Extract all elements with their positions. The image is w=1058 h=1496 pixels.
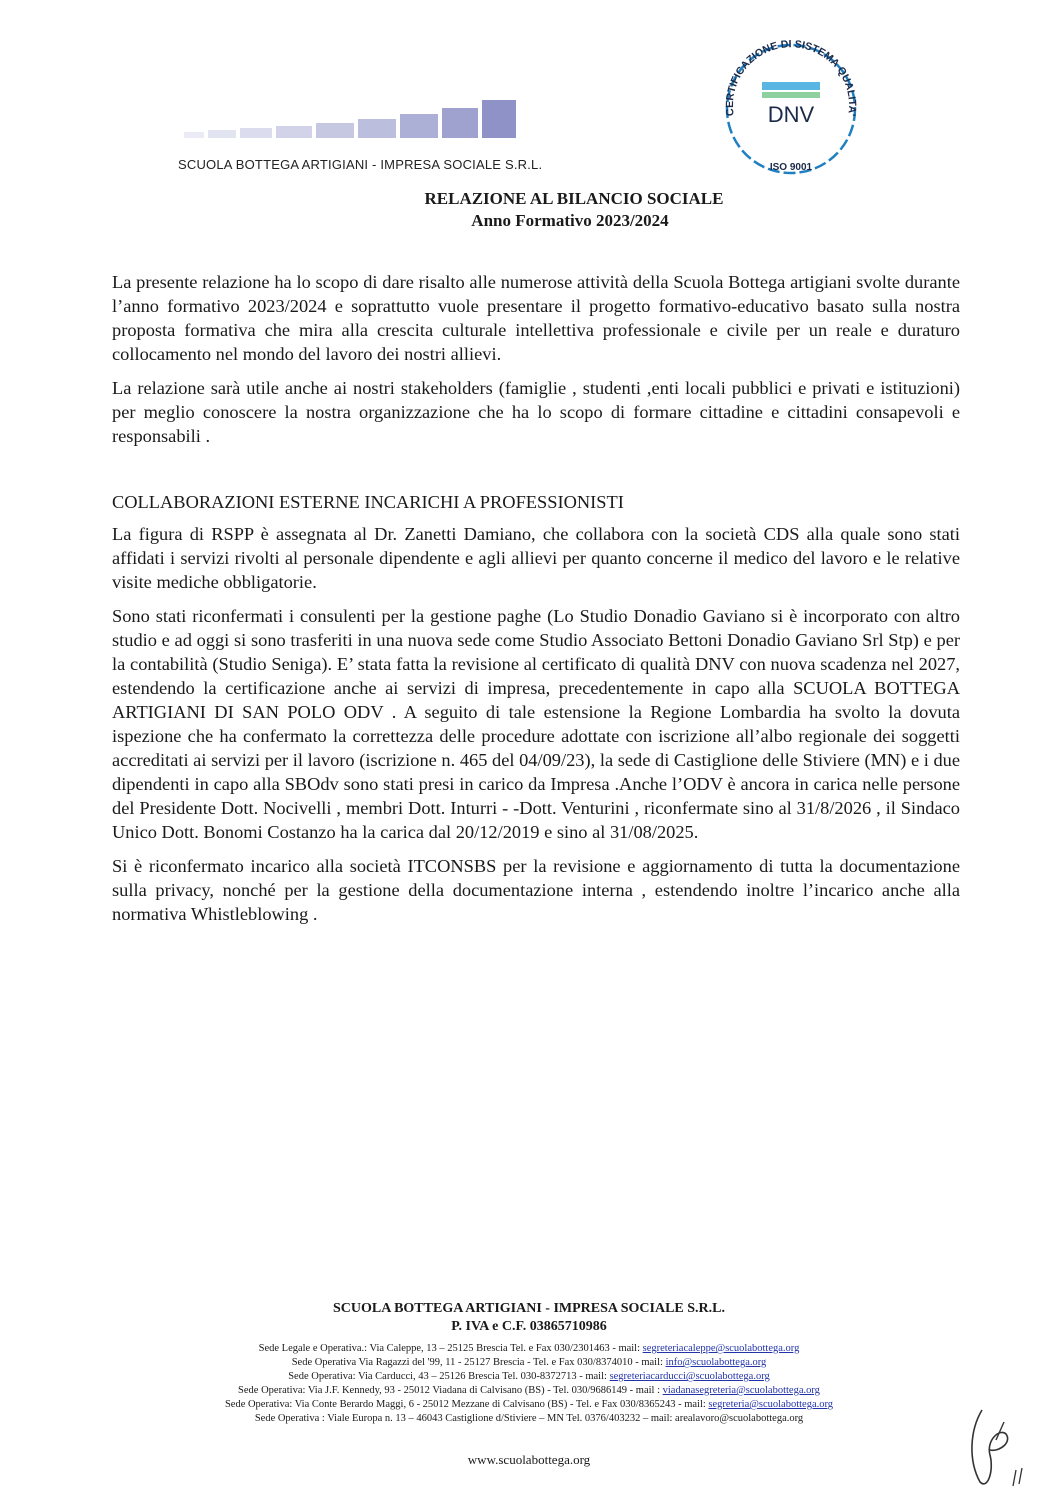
email-link[interactable]: segreteriacaleppe@scuolabottega.org bbox=[642, 1343, 800, 1354]
email-link[interactable]: info@scuolabottega.org bbox=[665, 1357, 767, 1368]
document-title bbox=[0, 188, 1058, 232]
email-link[interactable]: segreteriacarducci@scuolabottega.org bbox=[609, 1371, 770, 1382]
section-heading: COLLABORAZIONI ESTERNE INCARICHI A PROFESSIONISTI bbox=[112, 492, 624, 512]
footer-address: Sede Operativa Via Ragazzi del '99, 11 - 25127 Brescia - Tel. e Fax 030/8374010 - mail: info@scuolabottega.org bbox=[291, 1357, 767, 1368]
footer-address: Sede Operativa: Via J.F. Kennedy, 93 - 25012 Viadana di Calvisano (BS) - Tel. 030/9686149 - mail : viadanasegreteria@scuolabottega.org bbox=[238, 1385, 820, 1396]
seal-band-bottom bbox=[762, 92, 820, 98]
signature-initials bbox=[960, 1400, 1030, 1490]
logo-bar bbox=[208, 130, 236, 138]
intro-paragraph: La relazione sarà utile anche ai nostri stakeholders (famiglie , studenti ,enti locali pubblici e privati e istituzioni) per meglio conoscere la nostra organizzazione che ha lo scopo di formare cittadine e cittadini consapevoli e responsabili . bbox=[112, 378, 960, 446]
logo-bar bbox=[400, 114, 438, 138]
logo-bar bbox=[184, 132, 204, 138]
email-link[interactable]: viadanasegreteria@scuolabottega.org bbox=[662, 1385, 820, 1396]
email-text: arealavoro@scuolabottega.org bbox=[675, 1413, 804, 1424]
seal-brand: DNV bbox=[767, 102, 815, 127]
footer-address: Sede Operativa: Via Conte Berardo Maggi, 6 - 25012 Mezzane di Calvisano (BS) - Tel. e Fax 030/8365243 - mail: segreteria@scuolabottega.org bbox=[224, 1399, 834, 1410]
logo-bar bbox=[482, 100, 516, 138]
intro-paragraph: La presente relazione ha lo scopo di dare risalto alle numerose attività della Scuola Bottega artigiani svolte durante l’anno formativo 2023/2024 e soprattutto vuole presentare il progetto formativo-educativo basato sulla nostra proposta formativa che mira alla crescita culturale intellettiva professionale e civile per un reale e duraturo collocamento nel mondo del lavoro dei nostri allievi. bbox=[112, 272, 960, 364]
footer-org-name: SCUOLA BOTTEGA ARTIGIANI - IMPRESA SOCIALE S.R.L. bbox=[333, 1301, 725, 1316]
logo-bar bbox=[276, 126, 312, 138]
logo-bar bbox=[442, 108, 478, 138]
title-line-1: RELAZIONE AL BILANCIO SOCIALE bbox=[424, 189, 724, 208]
logo-bar bbox=[316, 123, 354, 138]
website-link[interactable]: www.scuolabottega.org bbox=[467, 1452, 591, 1467]
section-paragraph: Sono stati riconfermati i consulenti per la gestione paghe (Lo Studio Donadio Gaviano si è incorporato con altro studio e ad oggi si sono trasferiti in una nuova sede come Studio Associato Bettoni Donadio Gaviano Srl Stp) e per la contabilità (Studio Seniga). E’ stata fatta la revisione al certificato di qualità DNV con nuova scadenza nel 2027, estendendo la certificazione anche ai servizi di impresa, precedentemente in capo alla SCUOLA BOTTEGA ARTIGIANI DI SAN POLO ODV . A seguito di tale estensione la Regione Lombardia ha svolto la dovuta ispezione che ha confermato la correttezza delle procedure adottate con iscrizione all’albo regionale dei soggetti accreditati ai servizi per il lavoro (iscrizione n. 465 del 04/09/23), la sede di Castiglione delle Stiviere (MN) e i due dipendenti in capo alla SBOdv sono stati presi in carico da Impresa .Anche l’ODV è ancora in carica nelle persone del Presidente Dott. Nocivelli , membri Dott. Inturri - -Dott. Venturini , riconfermate sino al 31/8/2026 , il Sindaco Unico Dott. Bonomi Costanzo ha la carica dal 20/12/2019 e sino al 31/08/2025. bbox=[112, 606, 960, 842]
footer-address: Sede Legale e Operativa.: Via Caleppe, 13 – 25125 Brescia Tel. e Fax 030/2301463 - mail: segreteriacaleppe@scuolabottega.org bbox=[258, 1343, 800, 1354]
section-paragraph: Si è riconfermato incarico alla società ITCONSBS per la revisione e aggiornamento di tutta la documentazione sulla privacy, nonché per la gestione della documentazione interna , estendendo inoltre l’incarico anche alla normativa Whistleblowing . bbox=[112, 856, 960, 924]
email-link[interactable]: segreteria@scuolabottega.org bbox=[708, 1399, 834, 1410]
dnv-certification-seal bbox=[716, 34, 866, 184]
company-logo bbox=[184, 98, 516, 138]
page-footer bbox=[0, 1300, 1058, 1468]
section-paragraph: La figura di RSPP è assegnata al Dr. Zanetti Damiano, che collabora con la società CDS alla quale sono stati affidati i servizi rivolti al personale dipendente e agli allievi per quanto concerne il medico del lavoro e le relative visite mediche obbligatorie. bbox=[112, 524, 960, 592]
document-body bbox=[112, 270, 960, 936]
seal-band-top bbox=[762, 82, 820, 90]
footer-address: Sede Operativa: Via Carducci, 43 – 25126 Brescia Tel. 030-8372713 - mail: segreteriacarducci@scuolabottega.org bbox=[288, 1371, 770, 1382]
seal-ring-text: CERTIFICAZIONE DI SISTEMA QUALITA' bbox=[723, 38, 859, 117]
header-org-name: SCUOLA BOTTEGA ARTIGIANI - IMPRESA SOCIALE S.R.L. bbox=[178, 157, 543, 172]
footer-vat: P. IVA e C.F. 03865710986 bbox=[451, 1319, 607, 1334]
title-line-2: Anno Formativo 2023/2024 bbox=[471, 211, 669, 230]
footer-address: Sede Operativa : Viale Europa n. 13 – 46043 Castiglione d/Stiviere – MN Tel. 0376/403232 – mail: arealavoro@scuolabottega.org bbox=[254, 1413, 804, 1424]
logo-bar bbox=[358, 119, 396, 138]
seal-standard: ISO 9001 bbox=[769, 162, 813, 173]
logo-bar bbox=[240, 128, 272, 138]
